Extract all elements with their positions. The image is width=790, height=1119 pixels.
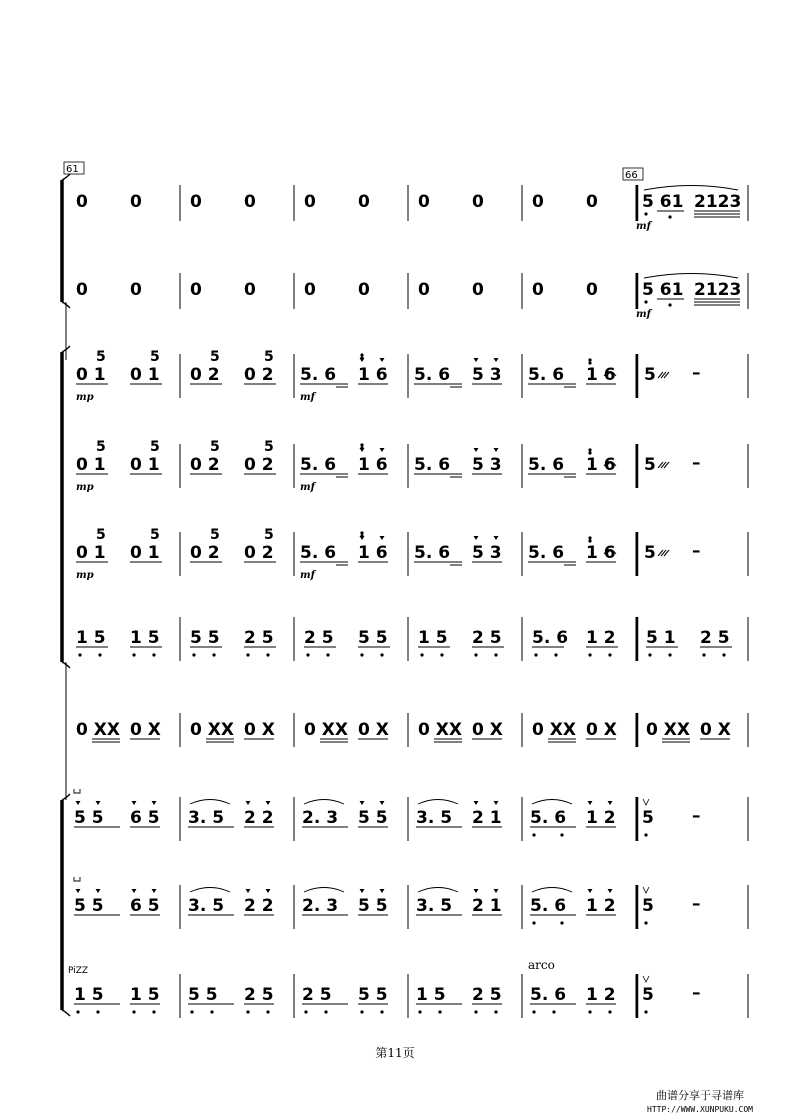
note-pair: 2 5	[302, 985, 332, 1005]
chord-top: 5	[96, 439, 106, 455]
staccato-mark	[380, 358, 385, 362]
perc-group: 0 X	[244, 720, 275, 740]
staccato-mark	[76, 889, 81, 893]
note-pair: 2. 3	[302, 896, 339, 916]
octave-dot	[96, 1010, 99, 1013]
note-pair: 3. 5	[188, 896, 225, 916]
dynamic-mark: mf	[300, 570, 315, 581]
note-pair: 1 2	[586, 628, 616, 648]
octave-dot	[360, 356, 363, 359]
note-pair: 5 5	[74, 808, 104, 828]
octave-dot	[266, 653, 269, 656]
octave-dot	[588, 653, 591, 656]
octave-dot	[152, 1010, 155, 1013]
site-url: HTTP://WWW.XUNPUKU.COM	[647, 1105, 753, 1114]
slur	[304, 800, 344, 805]
note-pair: 1 6	[586, 543, 616, 563]
staccato-mark	[96, 801, 101, 805]
octave-dot	[668, 653, 671, 656]
chord-top: 5	[264, 527, 274, 543]
tremolo-note: 5	[644, 543, 656, 563]
note-pair: 0 1	[76, 455, 106, 475]
final-note: 5	[642, 808, 654, 828]
note-pair: 2 5	[472, 628, 502, 648]
octave-dot	[380, 1010, 383, 1013]
note-pair: 5. 6	[528, 543, 565, 563]
note-rest: 0	[586, 280, 598, 300]
note-pair: 1 6	[358, 365, 388, 385]
chord-top: 5	[264, 439, 274, 455]
octave-dot	[132, 1010, 135, 1013]
note-pair: 5. 6	[300, 455, 337, 475]
note-rest: 0	[304, 192, 316, 212]
note-pair: 0 2	[244, 365, 274, 385]
octave-dot	[474, 653, 477, 656]
up-bow-mark	[643, 976, 649, 982]
note-pair: 0 2	[190, 543, 220, 563]
staccato-mark	[474, 448, 479, 452]
octave-dot	[418, 1010, 421, 1013]
note-pair: 1 2	[586, 896, 616, 916]
phrase-slur	[644, 186, 738, 191]
octave-dot	[648, 653, 651, 656]
perc-group: 0 XX	[418, 720, 462, 740]
staccato-mark	[494, 889, 499, 893]
octave-dot	[212, 653, 215, 656]
note-pair: 5. 6	[414, 543, 451, 563]
note-pair: 0 2	[190, 455, 220, 475]
note-rest: 0	[190, 192, 202, 212]
octave-dot	[588, 539, 591, 542]
octave-dot	[360, 353, 363, 356]
sustain-dash: –	[692, 894, 701, 914]
staccato-mark	[380, 448, 385, 452]
slur	[532, 800, 572, 805]
staccato-mark	[380, 889, 385, 893]
octave-dot	[644, 300, 647, 303]
note-rest: 0	[358, 280, 370, 300]
octave-dot	[588, 358, 591, 361]
octave-dot	[588, 1010, 591, 1013]
note-pair: 1 2	[586, 808, 616, 828]
chord-top: 5	[210, 439, 220, 455]
octave-dot	[266, 1010, 269, 1013]
octave-dot	[644, 1010, 647, 1013]
note-pair: 0 1	[130, 455, 160, 475]
staccato-mark	[152, 801, 157, 805]
note-pair: 0 2	[244, 543, 274, 563]
note-pair: 5 3	[472, 543, 502, 563]
octave-dot	[588, 451, 591, 454]
octave-dot	[722, 653, 725, 656]
staccato-mark	[152, 889, 157, 893]
note-pair: 5. 6	[300, 543, 337, 563]
octave-dot	[608, 1010, 611, 1013]
note-rest: 0	[532, 280, 544, 300]
staccato-mark	[588, 801, 593, 805]
note-rest: 0	[76, 192, 88, 212]
slur	[418, 888, 458, 893]
octave-dot	[608, 653, 611, 656]
staccato-mark	[474, 801, 479, 805]
pizz-marking: PiZZ	[68, 966, 89, 976]
note-pair: 1 5	[130, 985, 160, 1005]
slur	[304, 888, 344, 893]
staccato-mark	[474, 889, 479, 893]
sustain-dash: –	[692, 453, 701, 473]
staccato-mark	[474, 358, 479, 362]
final-note: 5	[642, 985, 654, 1005]
note-group: 5 61	[642, 192, 684, 212]
note-pair: 5 3	[472, 365, 502, 385]
octave-dot	[78, 653, 81, 656]
note-pair: 1 6	[358, 455, 388, 475]
note-pair: 0 1	[76, 365, 106, 385]
slur	[418, 800, 458, 805]
note-pair: 0 2	[244, 455, 274, 475]
note-pair: 1 6	[586, 455, 616, 475]
sustain-dash: –	[692, 541, 701, 561]
octave-dot	[420, 653, 423, 656]
note-pair: 2 5	[304, 628, 334, 648]
note-group: 5 61	[642, 280, 684, 300]
octave-dot	[588, 448, 591, 451]
note-rest: 0	[130, 280, 142, 300]
tremolo-note: 5	[644, 455, 656, 475]
staccato-mark	[360, 801, 365, 805]
note-rest: 0	[130, 192, 142, 212]
note-pair: 5 5	[74, 896, 104, 916]
bracket-hook	[62, 1010, 70, 1016]
note-pair: 5 5	[358, 628, 388, 648]
perc-group: 0 XX	[76, 720, 120, 740]
note-pair: 6 5	[130, 808, 160, 828]
note-pair: 1 5	[416, 985, 446, 1005]
note-pair: 0 1	[130, 543, 160, 563]
note-pair: 5 5	[190, 628, 220, 648]
note-pair: 2. 3	[302, 808, 339, 828]
chord-top: 5	[150, 527, 160, 543]
note-pair: 2 2	[244, 808, 274, 828]
octave-dot	[554, 653, 557, 656]
rehearsal-mark: 61	[66, 164, 79, 175]
tremolo-note: 5	[644, 365, 656, 385]
staccato-mark	[494, 801, 499, 805]
octave-dot	[668, 303, 671, 306]
note-pair: 5. 6	[300, 365, 337, 385]
note-pair: 5 1	[646, 628, 676, 648]
octave-dot	[552, 1010, 555, 1013]
sustain-dash: –	[692, 983, 701, 1003]
staccato-mark	[494, 536, 499, 540]
sustain-dash: –	[692, 806, 701, 826]
note-pair: 3. 5	[416, 808, 453, 828]
slur	[532, 888, 572, 893]
octave-dot	[668, 215, 671, 218]
octave-dot	[152, 653, 155, 656]
note-pair: 1 5	[76, 628, 106, 648]
slur	[190, 800, 230, 805]
note-pair: 2 5	[244, 628, 274, 648]
note-rest: 0	[532, 192, 544, 212]
staccato-mark	[474, 536, 479, 540]
octave-dot	[246, 653, 249, 656]
octave-dot	[192, 653, 195, 656]
staccato-mark	[132, 801, 137, 805]
note-rest: 0	[472, 192, 484, 212]
note-pair: 5. 6	[530, 985, 567, 1005]
staccato-mark	[266, 801, 271, 805]
octave-dot	[560, 833, 563, 836]
note-pair: 1 2	[586, 985, 616, 1005]
note-pair: 5. 6	[414, 455, 451, 475]
note-rest: 0	[418, 280, 430, 300]
final-note: 5	[642, 896, 654, 916]
note-pair: 3. 5	[416, 896, 453, 916]
staccato-mark	[380, 801, 385, 805]
slur	[190, 888, 230, 893]
chord-top: 5	[96, 349, 106, 365]
note-pair: 1 5	[130, 628, 160, 648]
chord-top: 5	[210, 527, 220, 543]
perc-group: 0 X	[586, 720, 617, 740]
staccato-mark	[246, 889, 251, 893]
octave-dot	[588, 536, 591, 539]
note-pair: 5. 6	[530, 896, 567, 916]
octave-dot	[324, 1010, 327, 1013]
down-bow-mark	[74, 789, 80, 793]
rehearsal-mark: 66	[625, 170, 638, 181]
octave-dot	[532, 1010, 535, 1013]
perc-group: 0 XX	[190, 720, 234, 740]
staccato-mark	[494, 358, 499, 362]
note-pair: 5. 6	[530, 808, 567, 828]
chord-top: 5	[210, 349, 220, 365]
up-bow-mark	[643, 887, 649, 893]
octave-dot	[644, 921, 647, 924]
note-rest: 0	[76, 280, 88, 300]
octave-dot	[440, 653, 443, 656]
note-pair: 5 5	[358, 985, 388, 1005]
note-pair: 2 5	[244, 985, 274, 1005]
site-brand: 曲谱分享于寻谱库	[656, 1089, 744, 1102]
octave-dot	[360, 534, 363, 537]
dynamic-mark: mf	[300, 482, 315, 493]
note-pair: 0 1	[76, 543, 106, 563]
octave-dot	[360, 1010, 363, 1013]
octave-dot	[210, 1010, 213, 1013]
note-pair: 3. 5	[188, 808, 225, 828]
note-pair: 1 6	[358, 543, 388, 563]
dynamic-mark: mf	[636, 221, 651, 232]
note-pair: 5 5	[188, 985, 218, 1005]
octave-dot	[246, 1010, 249, 1013]
note-pair: 0 2	[190, 365, 220, 385]
octave-dot	[190, 1010, 193, 1013]
octave-dot	[360, 443, 363, 446]
octave-dot	[644, 212, 647, 215]
staccato-mark	[380, 536, 385, 540]
note-pair: 5 5	[358, 896, 388, 916]
octave-dot	[360, 653, 363, 656]
chord-top: 5	[96, 527, 106, 543]
note-group: 2123	[694, 192, 742, 212]
perc-group: 0 XX	[532, 720, 576, 740]
octave-dot	[644, 833, 647, 836]
arco-marking: arco	[528, 958, 555, 972]
perc-group: 0 XX	[304, 720, 348, 740]
note-rest: 0	[190, 280, 202, 300]
note-pair: 1 5	[418, 628, 448, 648]
octave-dot	[560, 921, 563, 924]
note-pair: 1 6	[586, 365, 616, 385]
perc-group: 0 XX	[646, 720, 690, 740]
note-pair: 5. 6	[532, 628, 569, 648]
dynamic-mark: mp	[76, 570, 94, 581]
staccato-mark	[246, 801, 251, 805]
staccato-mark	[76, 801, 81, 805]
perc-group: 0 X	[130, 720, 161, 740]
octave-dot	[360, 446, 363, 449]
note-pair: 5. 6	[528, 365, 565, 385]
phrase-slur	[644, 274, 738, 279]
note-rest: 0	[304, 280, 316, 300]
octave-dot	[98, 653, 101, 656]
note-pair: 2 5	[700, 628, 730, 648]
staccato-mark	[608, 889, 613, 893]
note-pair: 6 5	[130, 896, 160, 916]
note-pair: 0 1	[130, 365, 160, 385]
chord-top: 5	[264, 349, 274, 365]
octave-dot	[380, 653, 383, 656]
octave-dot	[494, 653, 497, 656]
note-rest: 0	[586, 192, 598, 212]
chord-top: 5	[150, 439, 160, 455]
page-number: 第11页	[375, 1046, 415, 1060]
staccato-mark	[588, 889, 593, 893]
note-rest: 0	[418, 192, 430, 212]
octave-dot	[360, 531, 363, 534]
dynamic-mark: mp	[76, 482, 94, 493]
staccato-mark	[132, 889, 137, 893]
note-rest: 0	[472, 280, 484, 300]
octave-dot	[532, 833, 535, 836]
staccato-mark	[96, 889, 101, 893]
octave-dot	[326, 653, 329, 656]
note-rest: 0	[244, 280, 256, 300]
note-pair: 5. 6	[528, 455, 565, 475]
octave-dot	[588, 361, 591, 364]
staccato-mark	[360, 889, 365, 893]
octave-dot	[76, 1010, 79, 1013]
dynamic-mark: mp	[76, 392, 94, 403]
sustain-dash: –	[692, 363, 701, 383]
note-pair: 2 1	[472, 896, 502, 916]
note-pair: 2 1	[472, 808, 502, 828]
note-group: 2123	[694, 280, 742, 300]
octave-dot	[702, 653, 705, 656]
dynamic-mark: mf	[300, 392, 315, 403]
staccato-mark	[494, 448, 499, 452]
octave-dot	[132, 653, 135, 656]
note-pair: 2 5	[472, 985, 502, 1005]
octave-dot	[306, 653, 309, 656]
perc-group: 0 X	[700, 720, 731, 740]
note-pair: 2 2	[244, 896, 274, 916]
chord-top: 5	[150, 349, 160, 365]
octave-dot	[474, 1010, 477, 1013]
octave-dot	[534, 653, 537, 656]
dynamic-mark: mf	[636, 309, 651, 320]
note-rest: 0	[358, 192, 370, 212]
note-rest: 0	[244, 192, 256, 212]
perc-group: 0 X	[472, 720, 503, 740]
down-bow-mark	[74, 877, 80, 881]
octave-dot	[532, 921, 535, 924]
note-pair: 5 5	[358, 808, 388, 828]
note-pair: 5 3	[472, 455, 502, 475]
staccato-mark	[608, 801, 613, 805]
note-pair: 1 5	[74, 985, 104, 1005]
octave-dot	[304, 1010, 307, 1013]
perc-group: 0 X	[358, 720, 389, 740]
up-bow-mark	[643, 799, 649, 805]
octave-dot	[494, 1010, 497, 1013]
staccato-mark	[266, 889, 271, 893]
octave-dot	[438, 1010, 441, 1013]
note-pair: 5. 6	[414, 365, 451, 385]
